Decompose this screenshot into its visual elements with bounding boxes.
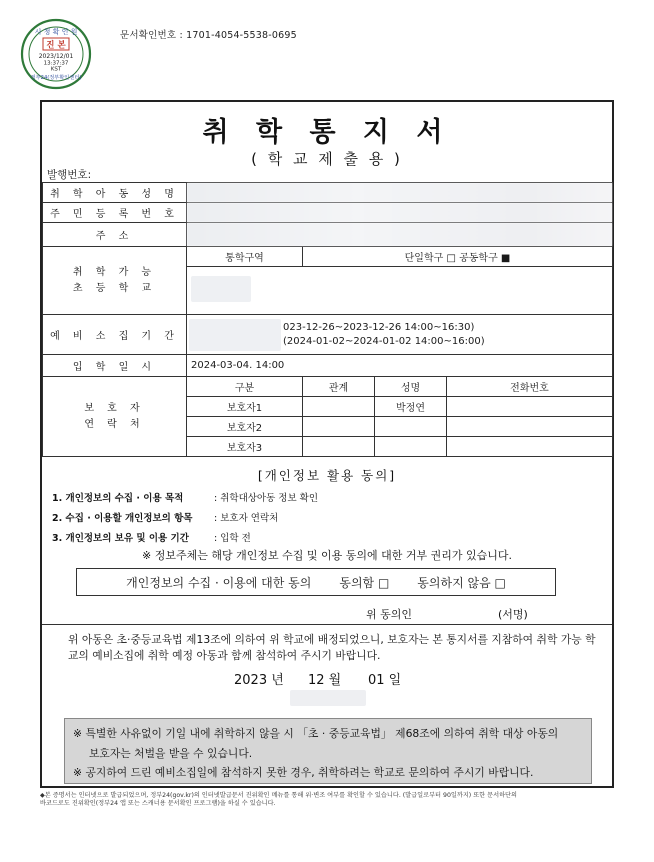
consent-box-label: 개인정보의 수집 · 이용에 대한 동의	[126, 575, 312, 590]
consent-item-label: 3. 개인정보의 보유 및 이용 기간	[52, 533, 189, 544]
consent-title: [개인정보 활용 동의]	[257, 468, 397, 483]
preview-period-label: 예 비 소 집 기 간	[43, 315, 187, 355]
footer-line: ◆본 증명서는 인터넷으로 발급되었으며, 정부24(gov.kr)의 인터넷발급문서 진위확인 메뉴를 통해 위·변조 여부를 확인할 수 있습니다. (발급일로부터 90일까지) 또한 문서하단의	[40, 792, 517, 799]
school-label	[43, 247, 187, 315]
consent-item-fields	[52, 510, 279, 524]
issue-year: 2023 년	[234, 673, 284, 688]
district-row	[43, 247, 613, 267]
stamp-time: 13:37:37	[43, 60, 69, 67]
preview-period-line1: 023-12-26~2023-12-26 14:00~16:30)	[283, 321, 475, 333]
stamp-zone: KST	[50, 66, 62, 73]
issuer-redacted	[290, 690, 366, 706]
guardian-cell	[303, 417, 375, 437]
entrance-date: 2024-03-04. 14:00	[187, 355, 613, 377]
guardian-cell	[375, 417, 447, 437]
resident-number-redacted	[187, 203, 613, 223]
guardian-cell: 보호자3	[187, 437, 303, 457]
guardian-cell	[447, 417, 613, 437]
school-name-cell	[187, 267, 613, 315]
school-label-line1: 취 학 가 능	[72, 266, 157, 278]
address-label: 주 소	[43, 223, 187, 247]
consent-box	[76, 568, 556, 596]
consent-item-value: : 입학 전	[214, 533, 251, 544]
guardian-cell	[303, 437, 375, 457]
signer-label: 위 동의인	[366, 608, 413, 621]
address-redacted	[187, 223, 613, 247]
school-label-line2: 초 등 학 교	[72, 282, 157, 294]
warning-line: ※ 공지하여 드린 예비소집일에 참석하지 못한 경우, 취학하려는 학교로 문의하여 주시기 바랍니다.	[73, 766, 534, 779]
document-verification-number: 문서확인번호 : 1701-4054-5538-0695	[120, 30, 297, 41]
notice-frame	[40, 100, 614, 788]
consent-agree-checkbox[interactable]: 동의함 □	[339, 575, 390, 590]
preview-period-row	[43, 315, 613, 355]
guardian-cell	[447, 437, 613, 457]
preview-period-line2: (2024-01-02~2024-01-02 14:00~16:00)	[283, 335, 485, 347]
child-name-row	[43, 183, 613, 203]
address-row	[43, 223, 613, 247]
signature-label: (서명)	[498, 608, 528, 621]
warning-line: ※ 특별한 사유없이 기일 내에 취학하지 않을 시 「초 · 중등교육법」 제68조에 의하여 취학 대상 아동의	[73, 727, 559, 740]
consent-item-retention	[52, 530, 251, 544]
guardian-header-phone: 전화번호	[447, 377, 613, 397]
stamp-bottom-text: 정부24(정부확인센터)	[30, 75, 82, 81]
consent-item-label: 1. 개인정보의 수집 · 이용 목적	[52, 493, 184, 504]
guardian-header-relation: 관계	[303, 377, 375, 397]
footer-disclaimer	[40, 792, 614, 808]
consent-item-value: : 취학대상아동 정보 확인	[214, 493, 319, 504]
guardian-cell	[375, 437, 447, 457]
guardian-cell: 보호자2	[187, 417, 303, 437]
preview-school-redacted	[189, 319, 281, 351]
stamp-date: 2023/12/01	[38, 53, 74, 60]
footer-line: 바코드로도 진위확인(정부24 앱 또는 스캐너용 문서확인 프로그램)을 하실 수 있습니다.	[40, 800, 276, 807]
guardian-label-line2: 연 락 처	[84, 418, 145, 430]
guardian-cell: 박정연	[375, 397, 447, 417]
guardian-label	[43, 377, 187, 457]
guardian-header-row	[43, 377, 613, 397]
guardian-cell	[303, 397, 375, 417]
stamp-top-text: 시 청 확 인 원	[34, 28, 78, 36]
guardian-header-name: 성명	[375, 377, 447, 397]
document-subtitle: ( 학 교 제 출 용 )	[251, 150, 403, 168]
consent-item-purpose	[52, 490, 319, 504]
stamp-seal-icon	[20, 18, 92, 90]
resident-number-label: 주 민 등 록 번 호	[43, 203, 187, 223]
consent-disagree-checkbox[interactable]: 동의하지 않음 □	[417, 575, 506, 590]
entrance-label: 입 학 일 시	[43, 355, 187, 377]
guardian-cell	[447, 397, 613, 417]
child-name-label: 취 학 아 동 성 명	[43, 183, 187, 203]
issue-month: 12 월	[308, 673, 342, 688]
district-label: 통학구역	[187, 247, 303, 267]
guardian-label-line1: 보 호 자	[84, 402, 145, 414]
child-name-redacted	[187, 183, 613, 203]
issue-day: 01 일	[368, 673, 402, 688]
authenticity-stamp	[20, 18, 92, 90]
info-table	[42, 182, 613, 457]
document-title: 취 학 통 지 서	[202, 117, 452, 148]
issue-number-label: 발행번호:	[47, 169, 92, 181]
preview-period-cell	[187, 315, 613, 355]
section-divider	[42, 624, 612, 625]
entrance-row	[43, 355, 613, 377]
consent-refusal-notice: ※ 정보주체는 해당 개인정보 수집 및 이용 동의에 대한 거부 권리가 있습니다.	[142, 549, 512, 562]
assignment-statement: 위 아동은 초·중등교육법 제13조에 의하여 위 학교에 배정되었으니, 보호자는 본 통지서를 지참하여 취학 가능 학교의 예비소집에 취학 예정 아동과 함께 참석하여 주시기 바랍니다.	[68, 633, 596, 662]
warning-box	[64, 718, 592, 784]
consent-item-value: : 보호자 연락처	[214, 513, 279, 524]
guardian-header-category: 구분	[187, 377, 303, 397]
guardian-cell: 보호자1	[187, 397, 303, 417]
warning-line: 보호자는 처벌을 받을 수 있습니다.	[89, 747, 253, 760]
resident-number-row	[43, 203, 613, 223]
school-name-redacted	[191, 276, 251, 302]
district-type: 단일학구 □ 공동학구 ■	[303, 247, 613, 267]
stamp-center-label: 진 본	[46, 40, 66, 51]
consent-item-label: 2. 수집 · 이용할 개인정보의 항목	[52, 513, 193, 524]
